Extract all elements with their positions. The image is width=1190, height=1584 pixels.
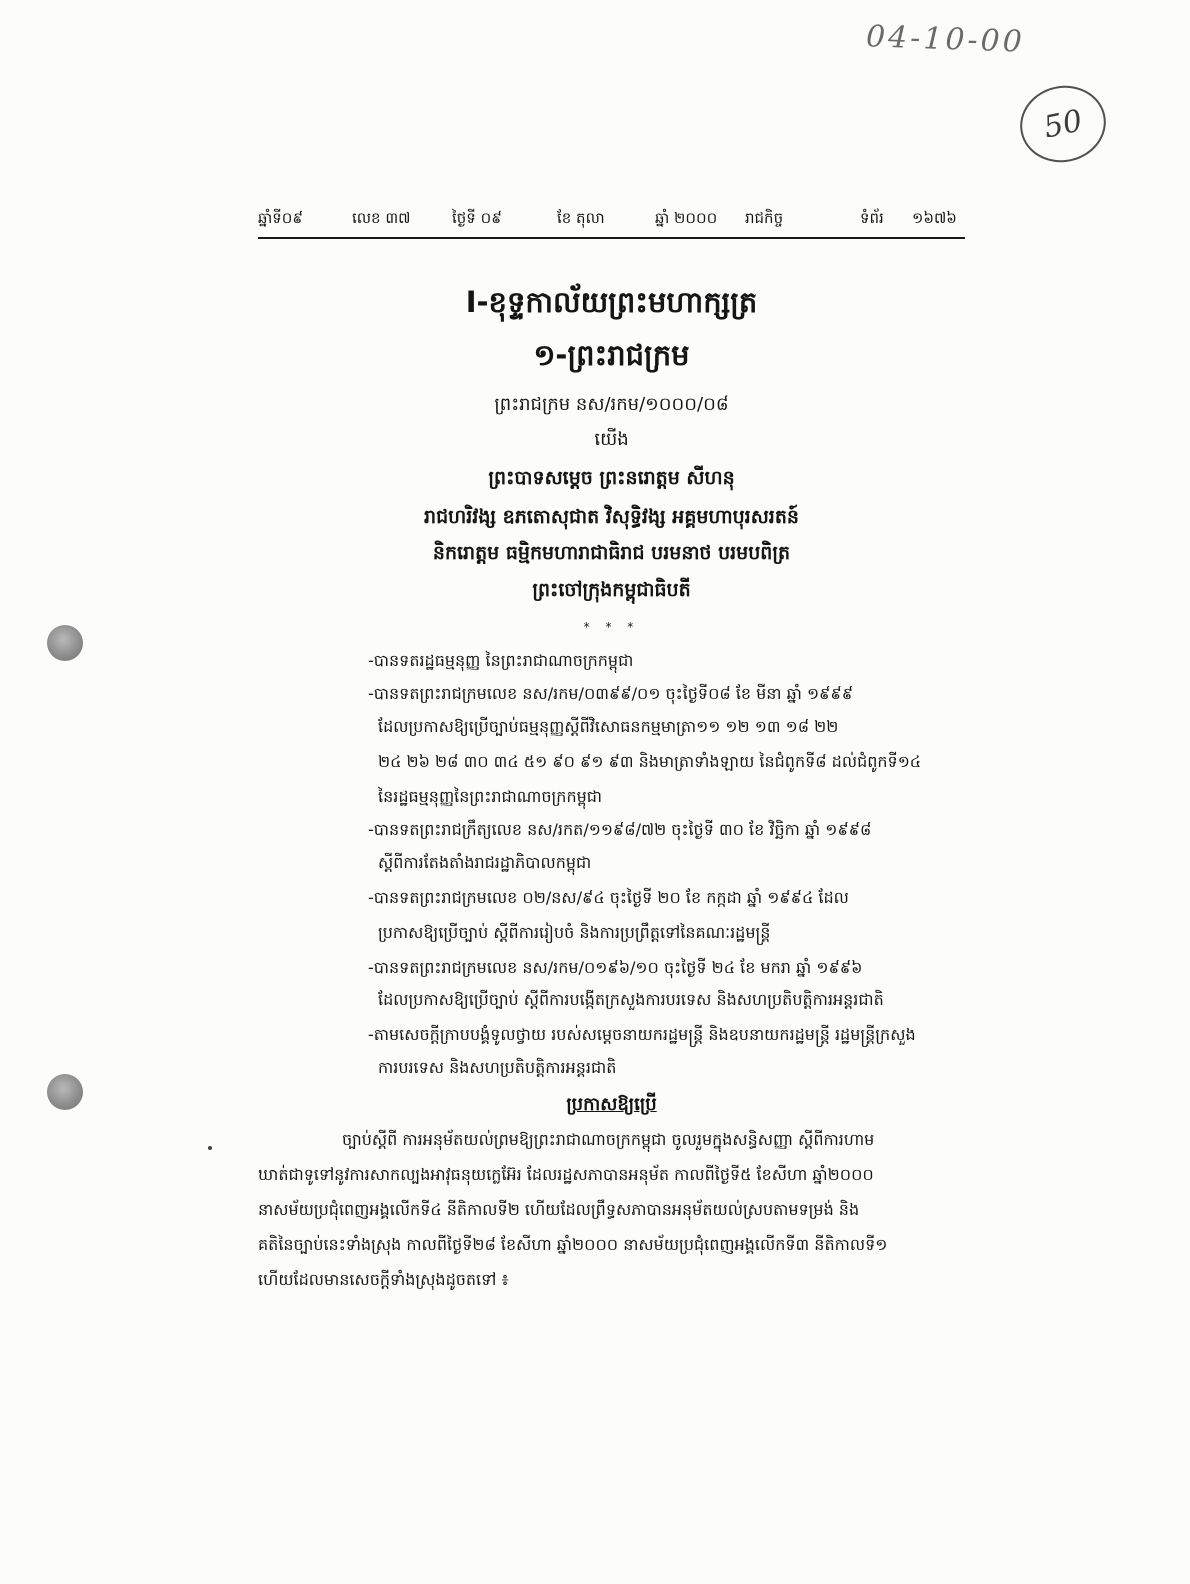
paragraph-line-4: គតិនៃច្បាប់នេះទាំងស្រុង កាលពីថ្ងៃទី២៨ ខែសីហា ឆ្នាំ២០០០ នាសម័យប្រជុំពេញអង្គលើកទី៣ នីតិកាលទី១ xyxy=(258,1235,888,1254)
king-title-line-1: ព្រះបាទសម្តេច ព្រះនរោត្តម សីហនុ xyxy=(488,467,735,489)
header-year-number: ឆ្នាំទី០៩ xyxy=(258,209,304,227)
king-title-line-3: និករោត្តម ធម្មិកមហារាជាធិរាជ បរមនាថ បរមបពិត្រ xyxy=(432,542,791,564)
subsection-title: ១-ព្រះរាជក្រម xyxy=(533,338,690,372)
preamble-item-4-line-2: ប្រកាសឱ្យប្រើច្បាប់ ស្តីពីការរៀបចំ និងការប្រព្រឹត្តទៅនៃគណៈរដ្ឋមន្ត្រី xyxy=(378,923,771,942)
preamble-item-5-line-1: -បានទតព្រះរាជក្រមលេខ នស/រកម/០១៩៦/១០ ចុះថ្ងៃទី ២៤ ខែ មករា ឆ្នាំ ១៩៩៦ xyxy=(368,958,863,977)
preamble-item-2-line-4: នៃរដ្ឋធម្មនុញ្ញនៃព្រះរាជាណាចក្រកម្ពុជា xyxy=(378,787,602,806)
we-line: យើង xyxy=(594,429,629,450)
header-page-number: ១៦៧៦ xyxy=(912,209,957,227)
paragraph-line-1: ច្បាប់ស្តីពី ការអនុម័តយល់ព្រមឱ្យព្រះរាជាណាចក្រកម្ពុជា ចូលរួមក្នុងសន្ធិសញ្ញា ស្តីពីការហាម xyxy=(342,1130,875,1149)
promulgation-title: ប្រកាសឱ្យប្រើ xyxy=(566,1094,657,1115)
preamble-item-3-line-2: ស្តីពីការតែងតាំងរាជរដ្ឋាភិបាលកម្ពុជា xyxy=(378,853,592,872)
paragraph-line-2: ឃាត់ជាទូទៅនូវការសាកល្បងអាវុធនុយក្លេអ៊ែរ ដែលរដ្ឋសភាបានអនុម័ត កាលពីថ្ងៃទី៥ ខែសីហា ឆ្នាំ២០០០ xyxy=(258,1165,874,1184)
handwritten-date: 04-10-00 xyxy=(865,19,1026,60)
hole-punch-bottom xyxy=(47,1074,83,1110)
preamble-item-4-line-1: -បានទតព្រះរាជក្រមលេខ ០២/នស/៩៤ ចុះថ្ងៃទី ២០ ខែ កក្កដា ឆ្នាំ ១៩៩៤ ដែល xyxy=(368,888,849,907)
header-day: ថ្ងៃទី ០៩ xyxy=(452,209,502,227)
preamble-item-1-line-1: -បានទតរដ្ឋធម្មនុញ្ញ នៃព្រះរាជាណាចក្រកម្ពុជា xyxy=(368,651,634,670)
decree-reference: ព្រះរាជក្រម នស/រកម/១០០០/០៨ xyxy=(494,394,729,415)
header-year: ឆ្នាំ ២០០០ xyxy=(655,209,718,227)
scan-speck xyxy=(208,1146,212,1150)
preamble-item-3-line-1: -បានទតព្រះរាជក្រឹត្យលេខ នស/រកត/១១៩៨/៧២ ចុះថ្ងៃទី ៣០ ខែ វិច្ឆិកា ឆ្នាំ ១៩៩៨ xyxy=(368,820,872,839)
preamble-item-2-line-2: ដែលប្រកាសឱ្យប្រើច្បាប់ធម្មនុញ្ញស្តីពីវិសោធនកម្មមាត្រា១១ ១២ ១៣ ១៨ ២២ xyxy=(378,717,839,736)
asterisk-separator: * * * xyxy=(583,620,640,634)
header-gazette-name: រាជកិច្ច xyxy=(745,209,784,227)
header-page-label: ទំព័រ xyxy=(860,209,884,227)
king-title-line-4: ព្រះចៅក្រុងកម្ពុជាធិបតី xyxy=(532,579,691,601)
header-divider xyxy=(258,237,965,239)
circled-page-number: 50 xyxy=(1040,102,1086,146)
header-issue-number: លេខ ៣៧ xyxy=(352,209,411,227)
preamble-item-5-line-2: ដែលប្រកាសឱ្យប្រើច្បាប់ ស្តីពីការបង្កើតក្រសួងការបរទេស និងសហប្រតិបត្តិការអន្តរជាតិ xyxy=(378,990,884,1009)
preamble-item-2-line-1: -បានទតព្រះរាជក្រមលេខ នស/រកម/០៣៩៩/០១ ចុះថ្ងៃទី០៨ ខែ មីនា ឆ្នាំ ១៩៩៩ xyxy=(368,684,854,703)
paragraph-line-5: ហើយដែលមានសេចក្តីទាំងស្រុងដូចតទៅ ៖ xyxy=(258,1270,509,1289)
circled-page-stamp xyxy=(1013,78,1113,170)
preamble-item-6-line-2: ការបរទេស និងសហប្រតិបត្តិការអន្តរជាតិ xyxy=(378,1058,617,1077)
preamble-item-6-line-1: -តាមសេចក្តីក្រាបបង្គំទូលថ្វាយ របស់សម្តេចនាយករដ្ឋមន្ត្រី និងឧបនាយករដ្ឋមន្ត្រី រដ្ឋមន្ត្រីក្រសួង xyxy=(368,1025,916,1044)
section-title: I-ខុទ្ទកាល័យព្រះមហាក្សត្រ xyxy=(465,285,758,319)
paragraph-line-3: នាសម័យប្រជុំពេញអង្គលើកទី៤ នីតិកាលទី២ ហើយដែលព្រឹទ្ធសភាបានអនុម័តយល់ស្របតាមទម្រង់ និង xyxy=(258,1200,860,1219)
hole-punch-top xyxy=(47,625,83,661)
preamble-item-2-line-3: ២៤ ២៦ ២៨ ៣០ ៣៤ ៥១ ៩០ ៩១ ៩៣ និងមាត្រាទាំងឡាយ នៃជំពូកទី៨ ដល់ជំពូកទី១៤ xyxy=(378,752,922,771)
king-title-line-2: រាជហរិវង្ស ឧភតោសុជាត វិសុទ្ធិវង្ស អគ្គមហាបុរសរតន៍ xyxy=(424,506,799,528)
header-month: ខែ តុលា xyxy=(557,209,605,227)
